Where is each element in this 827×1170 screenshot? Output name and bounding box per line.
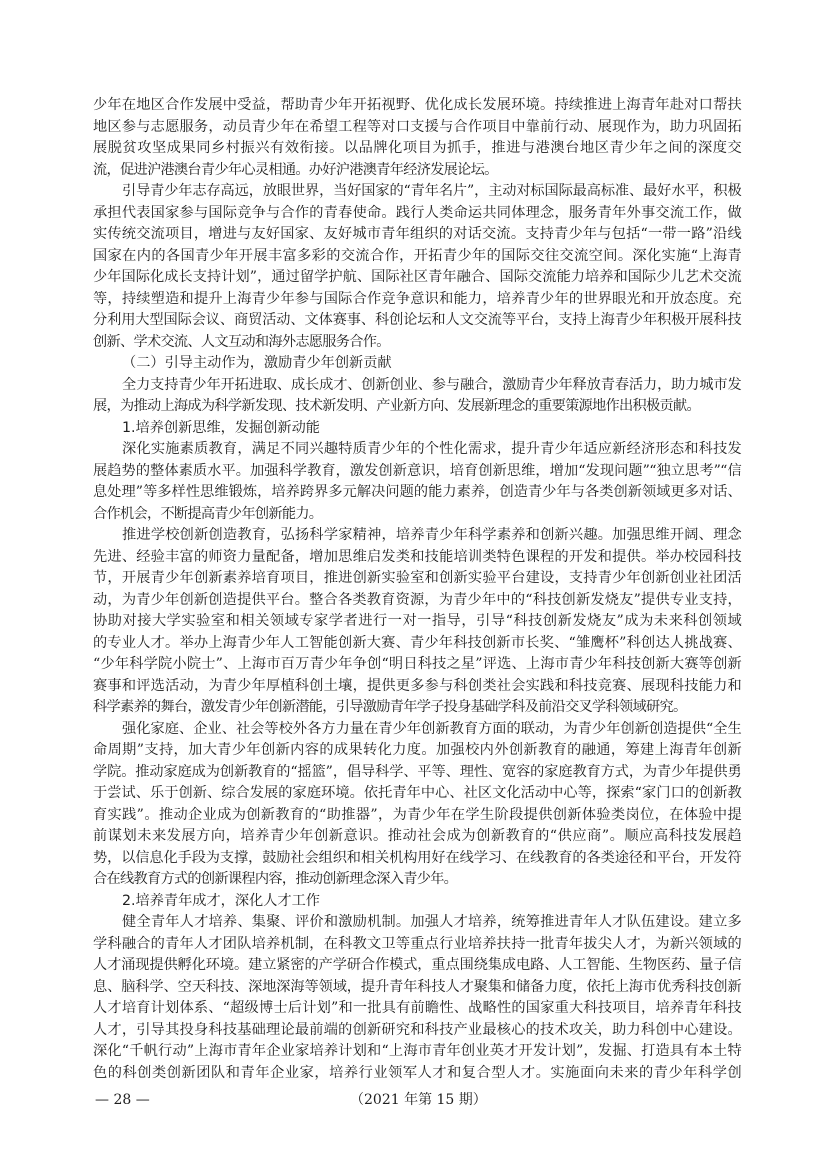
document-body: [93, 95, 741, 1084]
paragraph: [93, 439, 741, 525]
text-line: 节，开展青少年创新素养培育项目，推进创新实验室和创新实验平台建设，支持青少年创新创业社团活: [93, 570, 741, 586]
text-line: 承担代表国家参与国际竞争与合作的青春使命。践行人类命运共同体理念，服务青年外事交流工作，做: [93, 204, 741, 221]
text-line: 先进、经验丰富的师资力量配备，增加思维启发类和技能培训类特色课程的开发和提供。举办校园科技: [93, 548, 741, 565]
text-line: 的专业人才。举办上海青少年人工智能创新大赛、青少年科技创新市长奖、“雏鹰杯”科创达人挑战赛、: [93, 634, 741, 651]
text-line: 协助对接大学实验室和相关领域专家学者进行一对一指导，引导“科技创新发烧友”成为未来科创领域: [93, 613, 741, 629]
paragraph: [93, 525, 741, 719]
text-line: 人才涌现提供孵化环境。建立紧密的产学研合作模式，重点围绕集成电路、人工智能、生物医药、量子信: [93, 957, 741, 973]
text-line: 学院。推动家庭成为创新教育的“摇篮”，倡导科学、平等、理性、宽容的家庭教育方式，为青少年提供勇: [93, 763, 741, 780]
text-line: 合在线教育方式的创新课程内容，推动创新理念深入青少年。: [93, 871, 458, 887]
text-line: 于尝试、乐于创新、综合发展的家庭环境。依托青年中心、社区文化活动中心等，探索“家门口的创新教: [93, 785, 741, 801]
text-line: 1.培养创新思维，发掘创新动能: [122, 419, 320, 436]
text-line: 全力支持青少年开拓进取、成长成才、创新创业、参与融合，激励青少年释放青春活力，助力城市发: [122, 376, 741, 393]
text-line: 少年国际化成长支持计划”，通过留学护航、国际社区青年融合、国际交流能力培养和国际少儿艺术交流: [93, 269, 741, 285]
text-line: 动，为青少年创新创造提供平台。整合各类教育资源，为青少年中的“科技创新发烧友”提供专业支持，: [93, 591, 741, 608]
text-line: 等，持续塑造和提升上海青少年参与国际合作竞争意识和能力，培养青少年的世界眼光和开放态度。充: [93, 290, 741, 307]
paragraph: [93, 375, 741, 418]
paragraph: [93, 719, 741, 891]
text-line: 展趋势的整体素质水平。加强科学教育，激发创新意识，培育创新思维，增加“发现问题”“独立思考”“信: [93, 462, 741, 479]
text-line: 深化实施素质教育，满足不同兴趣特质青少年的个性化需求，提升青少年适应新经济形态和科技发: [122, 441, 741, 457]
section-heading: [93, 418, 741, 440]
section-heading: [93, 891, 741, 913]
page-number: — 28 —: [95, 1092, 150, 1108]
text-line: 实传统交流项目，增进与友好国家、友好城市青年组织的对话交流。支持青少年与包括“一带一路”沿线: [93, 226, 741, 242]
page-content: [93, 95, 741, 1111]
text-line: 色的科创类创新团队和青年企业家，培养行业领军人才和复合型人才。实施面向未来的青少年科学创: [93, 1064, 741, 1081]
text-line: 推进学校创新创造教育，弘扬科学家精神，培养青少年科学素养和创新兴趣。加强思维开阔、理念: [122, 527, 741, 543]
text-line: 创新、学术交流、人文互动和海外志愿服务合作。: [93, 333, 390, 350]
text-line: 势，以信息化手段为支撑，鼓励社会组织和相关机构用好在线学习、在线教育的各类途径和平台，开发符: [93, 849, 741, 866]
text-line: 息、脑科学、空天科技、深地深海等领域，提升青年科技人才聚集和储备力度，依托上海市优秀科技创新: [93, 978, 741, 995]
text-line: 引导青少年志存高远，放眼世界，当好国家的“青年名片”，主动对标国际最高标准、最好水平，积极: [122, 183, 741, 199]
text-line: 地区参与志愿服务，动员青少年在希望工程等对口支援与合作项目中靠前行动、展现作为，助力巩固拓: [93, 118, 741, 135]
text-line: 国家在内的各国青少年开展丰富多彩的交流合作，开拓青少年的国际交往交流空间。深化实施“上海青: [93, 247, 741, 264]
text-line: （二）引导主动作为，激励青少年创新贡献: [122, 355, 392, 371]
text-line: 人才培育计划体系、“超级博士后计划”和一批具有前瞻性、战略性的国家重大科技项目，培养青年科技: [93, 1000, 741, 1016]
text-line: “少年科学院小院士”、上海市百万青少年争创“明日科技之星”评选、上海市青少年科技创新大赛等创新: [93, 656, 741, 672]
text-line: 分利用大型国际会议、商贸活动、文体赛事、科创论坛和人文交流等平台，支持上海青少年积极开展科技: [93, 312, 741, 328]
text-line: 展脱贫攻坚成果同乡村振兴有效衔接。以品牌化项目为抓手，推进与港澳台地区青少年之间的深度交: [93, 140, 741, 156]
text-line: 2.培养青年成才，深化人才工作: [122, 892, 320, 909]
text-line: 育实践”。推动企业成为创新教育的“助推器”，为青少年在学生阶段提供创新体验类岗位，在体验中提: [93, 806, 741, 823]
text-line: 深化“千帆行动”上海市青年企业家培养计划和“上海市青年创业英才开发计划”，发掘、打造具有本土特: [93, 1043, 741, 1059]
text-line: 息处理”等多样性思维锻炼，培养跨界多元解决问题的能力素养，创造青少年与各类创新领域更多对话、: [93, 484, 741, 500]
text-line: 学科融合的青年人才团队培养机制，在科教文卫等重点行业培养扶持一批青年拔尖人才，为新兴领域的: [93, 935, 741, 952]
text-line: 人才，引导其投身科技基础理论最前端的创新研究和科技产业最核心的技术攻关，助力科创中心建设。: [93, 1021, 741, 1038]
paragraph: [93, 95, 741, 181]
text-line: 健全青年人才培养、集聚、评价和激励机制。加强人才培养，统筹推进青年人才队伍建设。建立多: [122, 914, 741, 930]
paragraph: [93, 181, 741, 353]
text-line: 前谋划未来发展方向，培养青少年创新意识。推动社会成为创新教育的“供应商”。顺应高科技发展趋: [93, 828, 741, 844]
paragraph: [93, 912, 741, 1084]
text-line: 展，为推动上海成为科学新发现、技术新发明、产业新方向、发展新理念的重要策源地作出积极贡献。: [93, 398, 700, 414]
text-line: 赛事和评选活动，为青少年厚植科创土壤，提供更多参与科创类社会实践和科技竞赛、展现科技能力和: [93, 677, 741, 694]
text-line: 流，促进沪港澳台青少年心灵相通。办好沪港澳青年经济发展论坛。: [93, 161, 498, 178]
page-footer: [93, 1089, 741, 1111]
text-line: 命周期”支持，加大青少年创新内容的成果转化力度。加强校内外创新教育的融通，筹建上海青年创新: [93, 742, 741, 758]
text-line: 强化家庭、企业、社会等校外各方力量在青少年创新教育方面的联动，为青少年创新创造提供“全生: [122, 720, 741, 737]
text-line: 少年在地区合作发展中受益，帮助青少年开拓视野、优化成长发展环境。持续推进上海青年赴对口帮扶: [93, 97, 741, 113]
issue-label: （2021 年第 15 期）: [350, 1092, 487, 1108]
section-heading: [93, 353, 741, 375]
text-line: 合作机会，不断提高青少年创新能力。: [93, 505, 323, 522]
text-line: 科学素养的舞台，激发青少年创新潜能，引导激励青年学子投身基础学科及前沿交叉学科领域研究。: [93, 699, 687, 715]
